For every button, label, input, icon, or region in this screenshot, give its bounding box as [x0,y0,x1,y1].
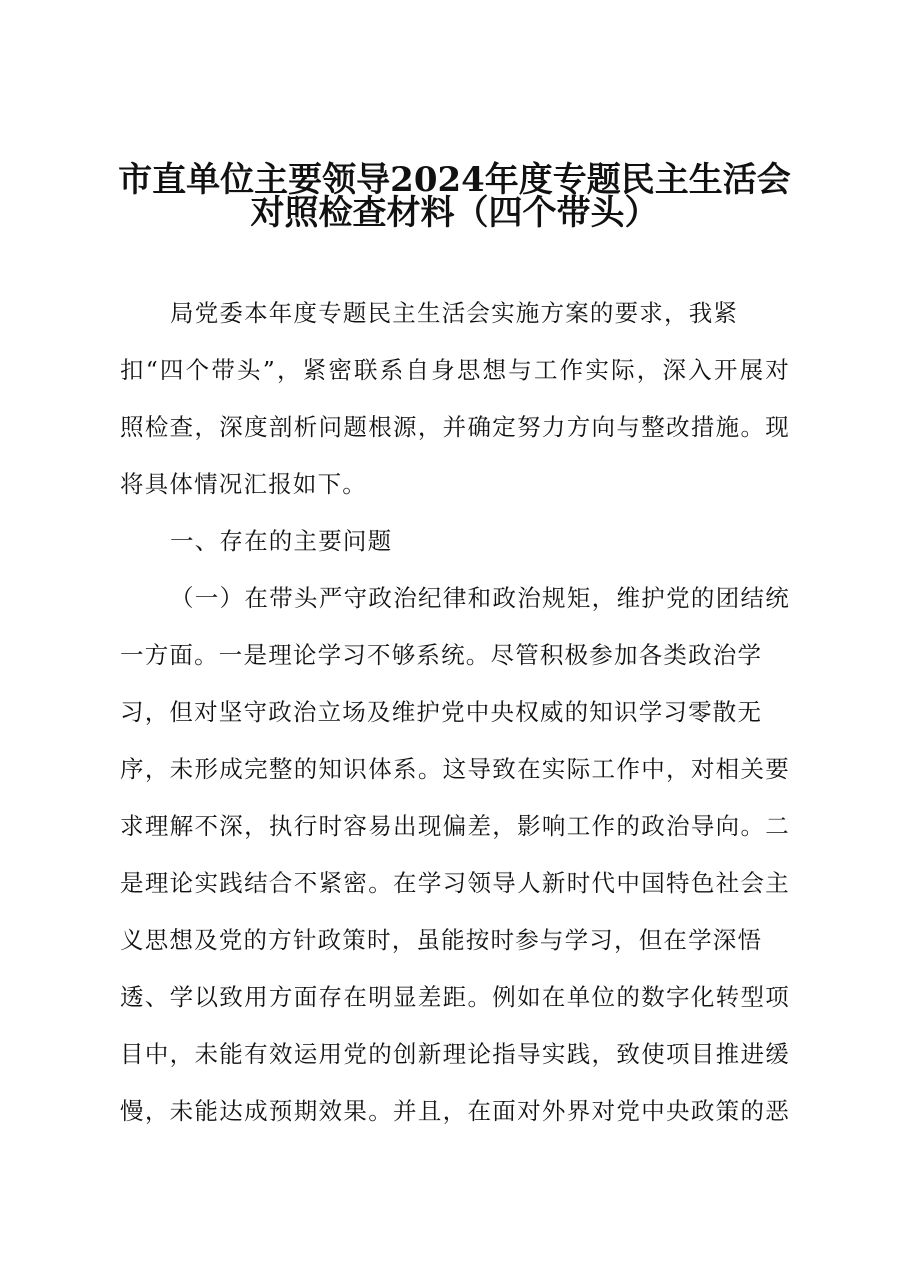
paragraph-line: 求理解不深，执行时容易出现偏差，影响工作的政治导向。二 [120,812,790,840]
paragraph-line: 一方面。一是理论学习不够系统。尽管积极参加各类政治学 [120,641,763,669]
paragraph-line: 局党委本年度专题民主生活会实施方案的要求，我紧 [170,299,739,327]
paragraph-line: 透、学以致用方面存在明显差距。例如在单位的数字化转型项 [120,983,790,1011]
paragraph-line: 是理论实践结合不紧密。在学习领导人新时代中国特色社会主 [120,869,790,897]
section-heading: 一、存在的主要问题 [170,527,393,555]
paragraph-line: 义思想及党的方针政策时，虽能按时参与学习，但在学深悟 [120,926,763,954]
document-title-line-2: 对照检查材料（四个带头） [250,193,659,233]
paragraph-line: 习，但对坚守政治立场及维护党中央权威的知识学习零散无 [120,698,763,726]
paragraph-line: 慢，未能达成预期效果。并且，在面对外界对党中央政策的恶 [120,1097,790,1125]
paragraph-line: 照检查，深度剖析问题根源，并确定努力方向与整改措施。现 [120,413,790,441]
document-title-line-1: 市直单位主要领导2024年度专题民主生活会 [118,160,791,200]
paragraph-line: （一）在带头严守政治纪律和政治规矩，维护党的团结统 [170,584,790,612]
paragraph-line: 目中，未能有效运用党的创新理论指导实践，致使项目推进缓 [120,1040,790,1068]
paragraph-line: 序，未形成完整的知识体系。这导致在实际工作中，对相关要 [120,755,790,783]
paragraph-line: 将具体情况汇报如下。 [120,470,367,498]
paragraph-line: 扣“四个带头”，紧密联系自身思想与工作实际，深入开展对 [120,356,790,384]
